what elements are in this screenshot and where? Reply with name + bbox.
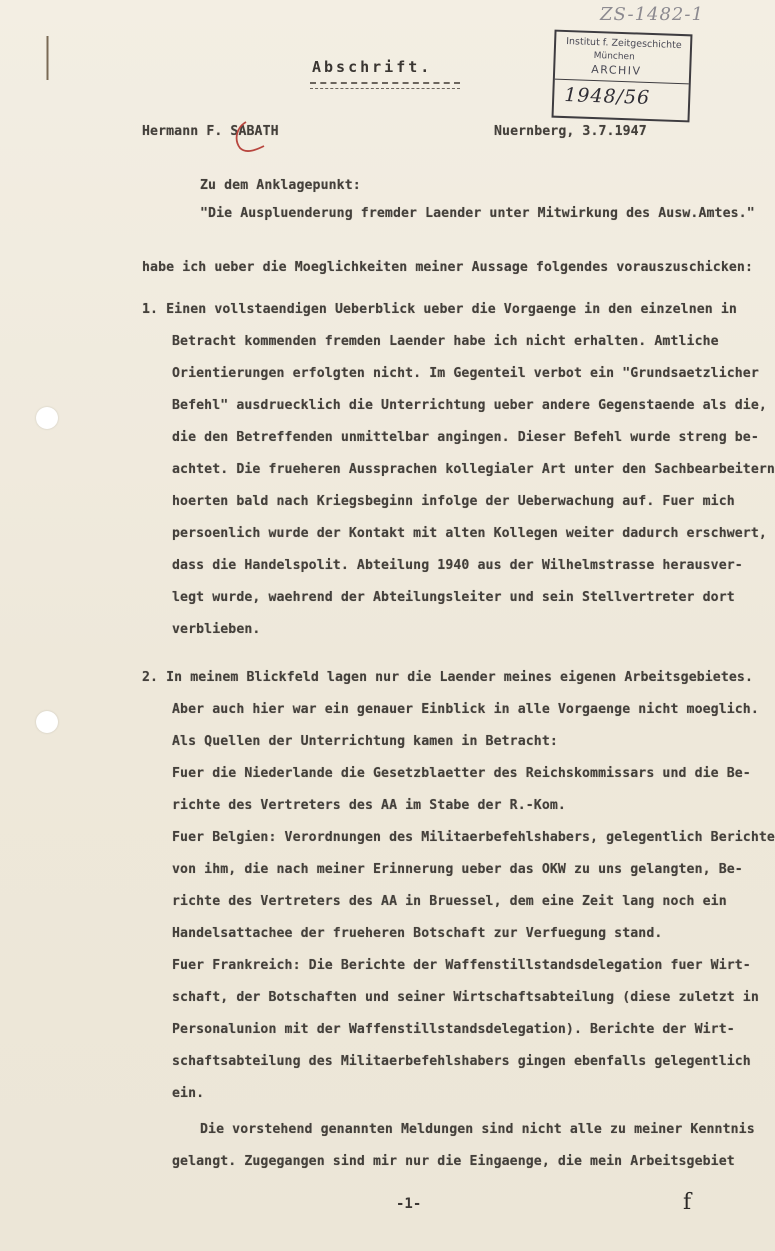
text-line: Fuer Belgien: Verordnungen des Militaerbefehlshabers, gelegentlich Berichte [172,830,775,845]
text-line: richte des Vertreters des AA im Stabe der R.-Kom. [172,798,566,813]
text-line: 1. Einen vollstaendigen Ueberblick ueber die Vorgaenge in den einzelnen in [142,302,737,317]
stamp-institute: Institut f. Zeitgeschichte [565,36,682,52]
page-number: -1- [396,1196,422,1212]
text-line: Fuer Frankreich: Die Berichte der Waffenstillstandsdelegation fuer Wirt- [172,958,751,973]
text-line: Die vorstehend genannten Meldungen sind nicht alle zu meiner Kenntnis [200,1122,755,1137]
text-line: ein. [172,1086,205,1101]
text-line: die den Betreffenden unmittelbar angingen. Dieser Befehl wurde streng be- [172,430,759,445]
text-line: Fuer die Niederlande die Gesetzblaetter des Reichskommissars und die Be- [172,766,751,781]
document-title: Abschrift. [312,58,433,76]
text-line: Befehl" ausdruecklich die Unterrichtung ueber andere Gegenstaende als die, [172,398,767,413]
text-line: hoerten bald nach Kriegsbeginn infolge der Ueberwachung auf. Fuer mich [172,494,735,509]
text-line: schaft, der Botschaften und seiner Wirtschaftsabteilung (diese zuletzt in [172,990,759,1005]
punch-hole [36,407,58,429]
title-underline [310,82,460,89]
red-pen-mark [232,116,272,156]
text-line: Orientierungen erfolgten nicht. Im Gegenteil verbot ein "Grundsaetzlicher [172,366,759,381]
text-line: achtet. Die frueheren Aussprachen kollegialer Art unter den Sachbearbeitern [172,462,775,477]
text-line: von ihm, die nach meiner Erinnerung ueber das OKW zu uns gelangten, Be- [172,862,743,877]
text-line: Personalunion mit der Waffenstillstandsdelegation). Berichte der Wirt- [172,1022,735,1037]
text-line: legt wurde, waehrend der Abteilungsleiter und sein Stellvertreter dort [172,590,735,605]
subject-intro: Zu dem Anklagepunkt: [200,178,361,193]
stamp-city: München [593,51,635,63]
edge-pencil-mark [46,36,49,80]
place-date: Nuernberg, 3.7.1947 [494,124,647,139]
punch-hole [36,711,58,733]
text-line: schaftsabteilung des Militaerbefehlshabers gingen ebenfalls gelegentlich [172,1054,751,1069]
corner-mark: f [683,1190,692,1215]
stamp-number: 1948/56 [563,84,651,109]
text-line: verblieben. [172,622,261,637]
text-line: habe ich ueber die Moeglichkeiten meiner Aussage folgendes vorauszuschicken: [142,260,754,275]
text-line: richte des Vertreters des AA in Bruessel, dem eine Zeit lang noch ein [172,894,727,909]
text-line: Betracht kommenden fremden Laender habe ich nicht erhalten. Amtliche [172,334,719,349]
text-line: persoenlich wurde der Kontakt mit alten Kollegen weiter dadurch erschwert, [172,526,767,541]
text-line: Als Quellen der Unterrichtung kamen in Betracht: [172,734,558,749]
text-line: Aber auch hier war ein genauer Einblick in alle Vorgaenge nicht moeglich. [172,702,759,717]
archive-stamp [552,30,693,123]
text-line: 2. In meinem Blickfeld lagen nur die Laender meines eigenen Arbeitsgebietes. [142,670,754,685]
stamp-archive: ARCHIV [590,62,642,78]
author-line: Hermann F. SABATH [142,124,279,139]
text-line: dass die Handelspolit. Abteilung 1940 aus der Wilhelmstrasse herausver- [172,558,743,573]
text-line: gelangt. Zugegangen sind mir nur die Eingaenge, die mein Arbeitsgebiet [172,1154,735,1169]
text-line: Handelsattachee der frueheren Botschaft zur Verfuegung stand. [172,926,663,941]
archive-reference: ZS-1482-1 [600,4,704,25]
subject-quote: "Die Auspluenderung fremder Laender unter Mitwirkung des Ausw.Amtes." [200,206,755,221]
